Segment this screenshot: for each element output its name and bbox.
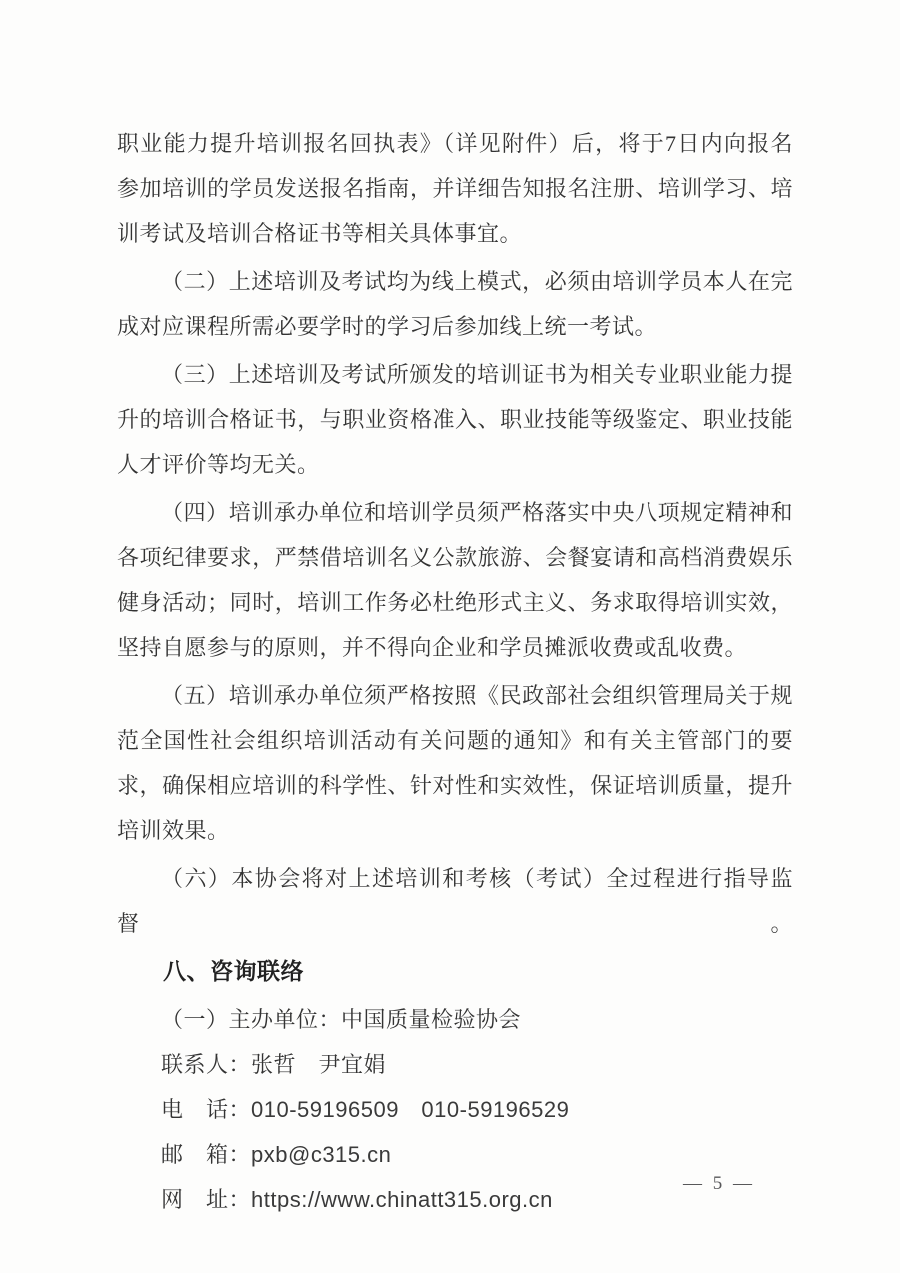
contact-value: pxb@c315.cn bbox=[251, 1142, 392, 1167]
doc-line: （四）培训承办单位和培训学员须严格落实中央八项规定精神和 bbox=[161, 500, 793, 525]
paragraph-continued bbox=[117, 121, 793, 256]
paragraph-item-5 bbox=[117, 673, 793, 853]
contact-line-phone bbox=[117, 1087, 793, 1132]
paragraph-item-3 bbox=[117, 352, 793, 487]
organizer-line: （一）主办单位：中国质量检验协会 bbox=[161, 1007, 522, 1032]
doc-line: 健身活动；同时，培训工作务必杜绝形式主义、务求取得培训实效， bbox=[117, 590, 793, 615]
contact-label: 电 话： bbox=[161, 1097, 252, 1122]
paragraph-item-4 bbox=[117, 490, 793, 670]
doc-line: 范全国性社会组织培训活动有关问题的通知》和有关主管部门的要 bbox=[117, 728, 793, 753]
paragraph-item-2 bbox=[117, 259, 793, 349]
doc-line: 人才评价等均无关。 bbox=[117, 452, 320, 477]
doc-line: （五）培训承办单位须严格按照《民政部社会组织管理局关于规 bbox=[161, 683, 793, 708]
section-heading-consultation: 八、咨询联络 bbox=[163, 958, 304, 984]
doc-line: 职业能力提升培训报名回执表》（详见附件）后，将于7日内向报名 bbox=[117, 131, 793, 156]
contact-value: 010-59196509 010-59196529 bbox=[251, 1097, 570, 1122]
doc-line: 求，确保相应培训的科学性、针对性和实效性，保证培训质量，提升 bbox=[117, 773, 793, 798]
contact-line-person bbox=[117, 1042, 793, 1087]
contact-value: 张哲 尹宜娟 bbox=[251, 1052, 387, 1077]
page-number: — 5 — bbox=[683, 1173, 755, 1194]
doc-line: （六）本协会将对上述培训和考核（考试）全过程进行指导监督。 bbox=[117, 866, 793, 936]
doc-line: （三）上述培训及考试所颁发的培训证书为相关专业职业能力提 bbox=[161, 362, 793, 387]
contact-label: 联系人： bbox=[161, 1052, 252, 1077]
doc-line: 训考试及培训合格证书等相关具体事宜。 bbox=[117, 221, 523, 246]
doc-line: 参加培训的学员发送报名指南，并详细告知报名注册、培训学习、培 bbox=[117, 176, 793, 201]
doc-line: 成对应课程所需必要学时的学习后参加线上统一考试。 bbox=[117, 314, 658, 339]
doc-line: 各项纪律要求，严禁借培训名义公款旅游、会餐宴请和高档消费娱乐 bbox=[117, 545, 793, 570]
contact-value: https://www.chinatt315.org.cn bbox=[251, 1187, 553, 1212]
doc-line: （二）上述培训及考试均为线上模式，必须由培训学员本人在完 bbox=[161, 269, 793, 294]
document-body bbox=[117, 121, 793, 1222]
paragraph-item-6 bbox=[117, 856, 793, 946]
doc-line: 升的培训合格证书，与职业资格准入、职业技能等级鉴定、职业技能 bbox=[117, 407, 793, 432]
doc-line: 坚持自愿参与的原则，并不得向企业和学员摊派收费或乱收费。 bbox=[117, 635, 748, 660]
doc-line: 培训效果。 bbox=[117, 818, 230, 843]
contact-label: 邮 箱： bbox=[161, 1142, 252, 1167]
contact-label: 网 址： bbox=[161, 1187, 252, 1212]
